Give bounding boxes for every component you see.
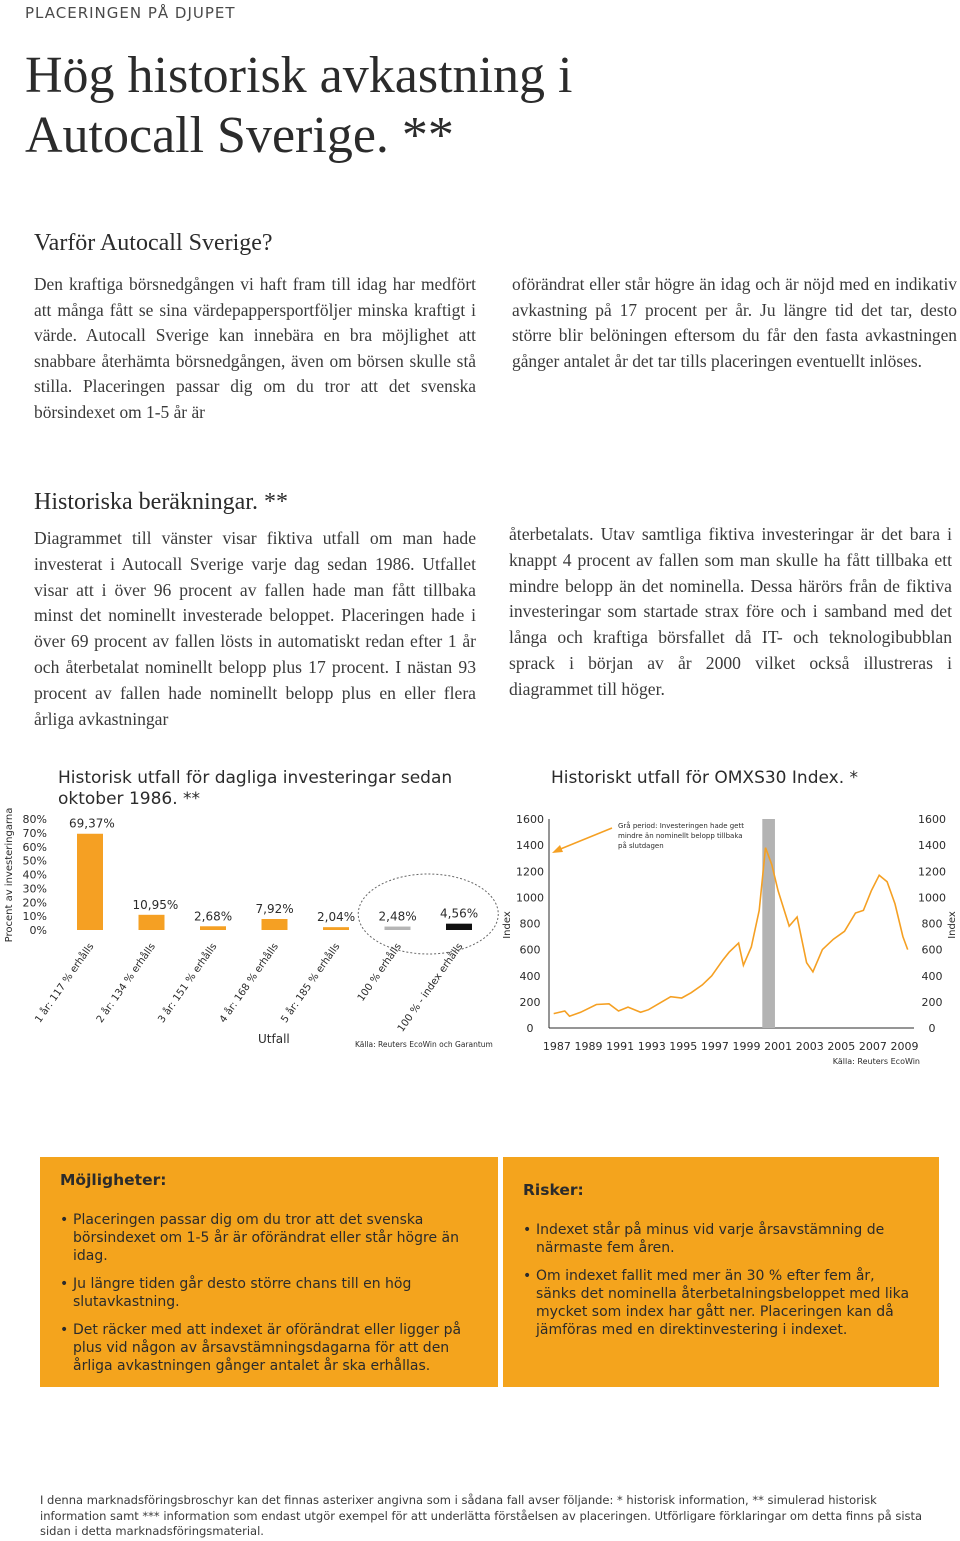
- x-tick-label: 1993: [637, 1040, 666, 1053]
- y-tick-label-left: 1000: [516, 891, 544, 905]
- why-heading: Varför Autocall Sverige?: [34, 230, 273, 256]
- chart-source: Källa: Reuters EcoWin och Garantum: [355, 1040, 493, 1049]
- bar: [385, 927, 411, 930]
- y-tick-label: 80%: [22, 813, 47, 826]
- y-tick-label: 50%: [22, 854, 47, 868]
- x-axis-label: Utfall: [258, 1032, 290, 1046]
- annotation-line: mindre än nominellt belopp tillbaka: [618, 832, 743, 840]
- x-tick-label: 2 år: 134 % erhålls: [94, 941, 158, 1026]
- risk-item: • Indexet står på minus vid varje årsavstämning de närmaste fem åren.: [523, 1221, 919, 1257]
- opportunity-item: • Det räcker med att indexet är oförändrat eller ligger på plus vid någon av årsavstämningsdagarna för att den årliga avkastningen gånger antalet år ska erhållas.: [60, 1321, 478, 1375]
- y-tick-label-left: 0: [526, 1022, 534, 1035]
- y-tick-label-left: 200: [519, 995, 541, 1009]
- x-tick-label: 1997: [700, 1040, 729, 1053]
- page-title-line-2: Autocall Sverige. **: [25, 107, 454, 164]
- y-tick-label: 20%: [22, 896, 47, 910]
- opportunity-item: • Ju längre tiden går desto större chans till en hög slutavkastning.: [60, 1275, 478, 1311]
- bar: [262, 919, 288, 930]
- x-tick-label: 1987: [542, 1040, 571, 1053]
- historic-left-text: Diagrammet till vänster visar fiktiva utfall om man hade investerat i Autocall Sverige varje dag sedan 1986. Utfallet visar att i över 96 procent av fallen hade man fått tillbaka minst det nominellt investerade beloppet. Placeringen hade i över 69 procent av fallen lösts in automatiskt redan efter 1 år och återbetalat nominellt belopp plus 17 procent. I nästan 93 procent av fallen hade nominellt belopp plus en eller flera årliga avkastningar: [34, 528, 476, 729]
- why-left-text: Den kraftiga börsnedgången vi haft fram till idag har medfört att många fått se sina värdepappersportföljer minska kraftigt i värde. Autocall Sverige kan innebära en bra möjlighet att snabbare återhämta börsnedgången, även om börsen skulle stå stilla. Placeringen passar dig om du tror att det svenska börsindexet om 1-5 år är: [34, 274, 476, 422]
- y-tick-label: 30%: [22, 882, 47, 896]
- y-tick-label: 10%: [22, 910, 47, 924]
- y-tick-label-left: 400: [519, 969, 541, 983]
- opportunities-box: [40, 1157, 498, 1387]
- bar-value-label: 7,92%: [255, 902, 294, 917]
- page-title: [25, 46, 925, 166]
- bar-value-label: 10,95%: [132, 897, 179, 912]
- y-tick-label-right: 400: [921, 969, 943, 983]
- annotation-text: [618, 821, 744, 850]
- y-tick-label-right: 0: [928, 1022, 936, 1035]
- page-title-line-1: Hög historisk avkastning i: [25, 47, 573, 104]
- historic-heading: Historiska beräkningar. **: [34, 489, 288, 515]
- bar: [77, 834, 103, 930]
- x-tick-label: 2003: [795, 1040, 824, 1053]
- y-tick-label-right: 1200: [918, 865, 946, 879]
- y-tick-label-right: 200: [921, 995, 943, 1009]
- y-tick-label-right: 1600: [918, 813, 946, 826]
- y-tick-label-left: 1400: [516, 839, 544, 853]
- annotation-line: Grå period: Investeringen hade gett: [618, 822, 744, 830]
- line-chart: [500, 800, 960, 1075]
- chart-source: Källa: Reuters EcoWin: [832, 1057, 920, 1066]
- line-chart-title: Historiskt utfall för OMXS30 Index. *: [551, 768, 859, 788]
- x-tick-label: 2009: [890, 1040, 919, 1053]
- y-tick-label-right: 1000: [918, 891, 946, 905]
- bar-chart-title: Historisk utfall för dagliga investeringar sedan oktober 1986. **: [58, 768, 453, 809]
- x-tick-label: 100 % erhålls: [355, 941, 404, 1004]
- y-tick-label-right: 1400: [918, 839, 946, 853]
- x-tick-label: 4 år: 168 % erhålls: [217, 941, 281, 1026]
- y-tick-label-left: 600: [519, 943, 541, 957]
- bar-value-label: 69,37%: [69, 816, 115, 831]
- x-tick-label: 2007: [858, 1040, 887, 1053]
- y-tick-label-right: 800: [921, 917, 943, 931]
- y-tick-label: 60%: [22, 840, 47, 854]
- bar: [446, 924, 472, 930]
- footer-disclaimer: I denna marknadsföringsbroschyr kan det finnas asterixer angivna som i sådana fall avser följande: * historisk information, ** simulerad historisk information samt *** information som endast utgör exempel för att underlätta förståelsen av placeringen. Utförligare förklaringar om detta finns på sista sidan i detta marknadsföringsmaterial.: [40, 1493, 923, 1538]
- opportunities-list: [60, 1211, 478, 1375]
- bar-chart: [0, 800, 500, 1060]
- why-right-text: oförändrat eller står högre än idag och är nöjd med en indikativ avkastning på 17 procent per år. Ju längre tid det tar, desto större blir belöningen eftersom du får den fasta avkastningen gånger antalet år det tar tills placeringen eventuellt inlöses.: [512, 274, 957, 371]
- x-tick-label: 1991: [606, 1040, 635, 1053]
- risk-item: • Om indexet fallit med mer än 30 % efter fem år, sänks det nominella återbetalningsbeloppet med lika mycket som index har gått ner. Placeringen kan då jämföras med en direktinvestering i indexet.: [523, 1267, 919, 1339]
- y-tick-label: 70%: [22, 826, 47, 840]
- grey-period: [762, 819, 775, 1028]
- bar: [139, 915, 165, 930]
- bar: [200, 926, 226, 930]
- x-tick-label: 5 år: 185 % erhålls: [279, 941, 343, 1026]
- x-tick-label: 1995: [669, 1040, 698, 1053]
- risks-heading: Risker:: [523, 1181, 584, 1199]
- y-tick-label-left: 1600: [516, 813, 544, 826]
- y-tick-label-right: 600: [921, 943, 943, 957]
- y-tick-label-left: 1200: [516, 865, 544, 879]
- risks-list: [523, 1221, 919, 1339]
- annotation-line: på slutdagen: [618, 842, 664, 850]
- bar-value-label: 2,68%: [194, 909, 233, 924]
- x-tick-label: 2005: [827, 1040, 856, 1053]
- y-axis-label-left: Index: [502, 911, 513, 939]
- y-tick-label: 40%: [22, 868, 47, 882]
- x-tick-label: 1 år: 117 % erhålls: [33, 941, 97, 1026]
- x-tick-label: 1989: [574, 1040, 603, 1053]
- x-tick-label: 3 år: 151 % erhålls: [156, 941, 220, 1026]
- opportunity-item: • Placeringen passar dig om du tror att det svenska börsindexet om 1-5 år är oförändrat eller står högre än idag.: [60, 1211, 478, 1265]
- x-tick-label: 100 % - index erhålls: [395, 941, 466, 1035]
- annotation-arrowhead: [552, 845, 563, 853]
- bar-value-label: 2,04%: [317, 910, 356, 925]
- y-axis-label: Procent av investeringarna: [4, 807, 15, 943]
- risks-box: [503, 1157, 939, 1387]
- x-tick-label: 1999: [732, 1040, 761, 1053]
- x-tick-label: 2001: [764, 1040, 793, 1053]
- opportunities-heading: Möjligheter:: [60, 1171, 167, 1189]
- bar: [323, 927, 349, 930]
- y-tick-label-left: 800: [519, 917, 541, 931]
- y-axis-label-right: Index: [947, 911, 958, 939]
- historic-right-text: återbetalats. Utav samtliga fiktiva investeringar är det bara i knappt 4 procent av fallen som man skulle ha fått tillbaka ett mindre belopp än det nominella. Dessa härörs från de fiktiva investeringar som startade strax före och i samband med det långa och kraftiga börsfallet då IT- och teknologibubblan sprack i början av år 2000 vilket också illustreras i diagrammet till höger.: [509, 524, 952, 699]
- y-tick-label: 0%: [29, 924, 47, 937]
- annotation-arrow: [558, 828, 612, 850]
- section-kicker: PLACERINGEN PÅ DJUPET: [25, 4, 236, 22]
- bar-value-label: 2,48%: [378, 909, 417, 924]
- bar-value-label: 4,56%: [440, 906, 479, 921]
- series-line: [554, 848, 908, 1017]
